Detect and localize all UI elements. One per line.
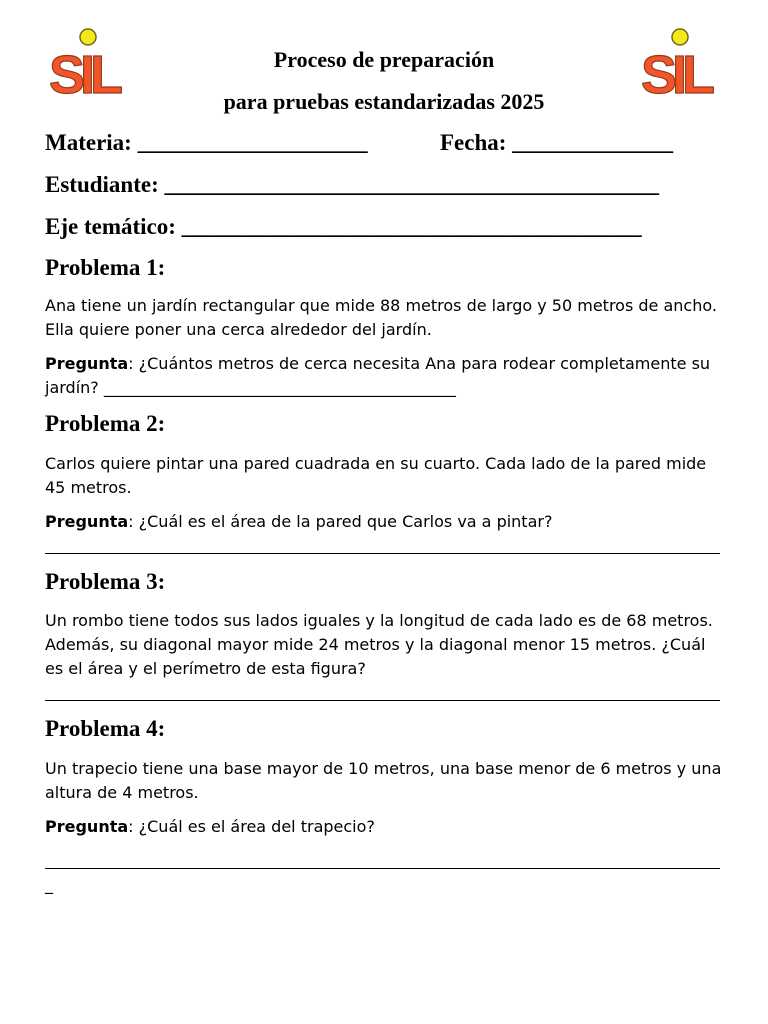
question-text: : ¿Cuál es el área de la pared que Carlos va a pintar?	[128, 512, 553, 531]
estudiante-field: Estudiante: ___________________________________________	[45, 172, 659, 197]
question-label: Pregunta	[45, 512, 129, 531]
problem-3-statement: Un rombo tiene todos sus lados iguales y la longitud de cada lado es de 68 metros. Además, su diagonal mayor mide 24 metros y la diagonal menor 15 metros. ¿Cuál es el área y el perímetro de esta figura?	[45, 611, 713, 678]
problem-1-statement: Ana tiene un jardín rectangular que mide 88 metros de largo y 50 metros de ancho. Ella quiere poner una cerca alrededor del jardín.	[45, 296, 717, 339]
problem-4-statement: Un trapecio tiene una base mayor de 10 metros, una base menor de 6 metros y una altura de 4 metros.	[45, 759, 722, 802]
materia-field: Materia: ____________________	[45, 130, 368, 155]
question-text: : ¿Cuál es el área del trapecio?	[128, 817, 375, 836]
page-title: Proceso de preparación	[273, 47, 495, 72]
problem-1-question	[45, 352, 725, 400]
fecha-field: Fecha: ______________	[440, 130, 674, 155]
page-subtitle: para pruebas estandarizadas 2025	[223, 89, 545, 114]
question-label: Pregunta	[45, 817, 129, 836]
problem-1-heading: Problema 1:	[45, 255, 166, 280]
problem-2-question	[45, 510, 725, 534]
problem-2-statement: Carlos quiere pintar una pared cuadrada en su cuarto. Cada lado de la pared mide 45 metros.	[45, 454, 707, 497]
problem-3-heading: Problema 3:	[45, 569, 166, 594]
answer-line-2	[45, 553, 720, 554]
answer-line-4	[45, 868, 720, 869]
question-label: Pregunta	[45, 354, 129, 373]
question-text: : ¿Cuántos metros de cerca necesita Ana para rodear completamente su jardín? ____________________________________________	[45, 354, 711, 397]
answer-line-3	[45, 700, 720, 701]
eje-tematico-field: Eje temático: ________________________________________	[45, 214, 642, 239]
problem-4-heading: Problema 4:	[45, 716, 166, 741]
problem-4-question	[45, 815, 725, 839]
logo-text: SIL	[49, 45, 119, 97]
logo-text: SIL	[641, 45, 711, 97]
answer-line-4-trailing: _	[45, 875, 53, 894]
problem-2-heading: Problema 2:	[45, 411, 166, 436]
